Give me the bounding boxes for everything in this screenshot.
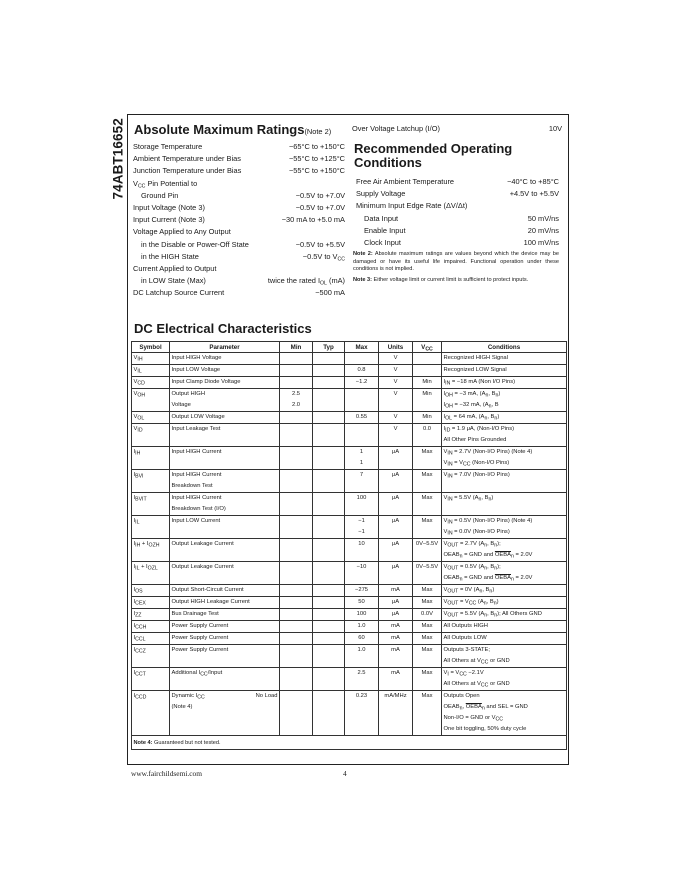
dc-row: $I_{CCL}$ Power Supply Current 60 mA Max All Outputs LOW <box>132 633 567 645</box>
abs-max-row: in LOW State (Max) twice the rated $I_{OL}$ (mA) <box>141 276 345 287</box>
rec-op-row: Enable Input 20 mV/ns <box>364 225 559 235</box>
dc-row: $I_{ZZ}$ Bus Drainage Test 100 μA 0.0V $V_{OUT} = 5.5V$ ($A_n$, $B_n$); All Others GND <box>132 609 567 621</box>
dc-row: $V_{IL}$ Input LOW Voltage 0.8 V Recognized LOW Signal <box>132 365 567 377</box>
rec-op-row: Data Input 50 mV/ns <box>364 213 559 223</box>
dc-row: $V_{OL}$ Output LOW Voltage 0.55 V Min $I_{OL} = 64$ mA, ($A_n$, $B_n$) <box>132 412 567 424</box>
dc-row: $I_{IL}$ Input LOW Current −1 −1 μA Max $V_{IN} = 0.5V$ (Non-I/O Pins) (Note 4) $V_{IN} = 0.0V$ (Non-I/O Pins) <box>132 516 567 539</box>
dc-row: $I_{OS}$ Output Short-Circuit Current −275 mA Max $V_{OUT} = 0V$ ($A_n$, $B_n$) <box>132 585 567 597</box>
dc-table <box>131 341 567 750</box>
abs-max-row: $V_{CC}$ Pin Potential to <box>133 178 198 190</box>
dc-row: $V_{CD}$ Input Clamp Diode Voltage −1.2 V Min $I_{IN} = -18$ mA (Non I/O Pins) <box>132 377 567 389</box>
dc-row: $I_{CCH}$ Power Supply Current 1.0 mA Max All Outputs HIGH <box>132 621 567 633</box>
rec-op-row: Clock Input 100 mV/ns <box>364 237 559 247</box>
rec-op-notes: Note 2: Absolute maximum ratings are values beyond which the device may be damaged or have its useful life impaired. Functional operation under these conditions is not implied. Note 3: Either voltage limit or current limit is sufficient to protect inputs. <box>353 251 559 283</box>
dc-row: $I_{BVIT}$ Input HIGH Current Breakdown Test (I/O) 100 μA Max $V_{IN} = 5.5V$ ($A_n$, $B_n$) <box>132 493 567 516</box>
dc-row: $I_{BVI}$ Input HIGH Current Breakdown Test 7 μA Max $V_{IN} = 7.0V$ (Non-I/O Pins) <box>132 470 567 493</box>
dc-row: $V_{OH}$ Output HIGH Voltage 2.5 2.0 V Min $I_{OH} = -3$ mA, ($A_n$, $B_n$) $I_{OH} = -32$ mA, ($A_n$, B <box>132 389 567 412</box>
latchup-row: Over Voltage Latchup (I/O) 10V <box>352 124 562 133</box>
footer-page-number: 4 <box>343 769 347 778</box>
abs-max-row: Storage Temperature −65°C to +150°C <box>133 142 345 151</box>
abs-max-row: Voltage Applied to Any Output <box>133 227 231 237</box>
rec-op-list <box>356 176 559 249</box>
rec-op-row: Free Air Ambient Temperature −40°C to +85°C <box>356 177 559 186</box>
dc-row: $I_{IH} + I_{OZH}$ Output Leakage Current 10 μA 0V–5.5V $V_{OUT} = 2.7V$ ($A_n$, $B_n$); $OEAB_n$ = GND and $OEBA_n = 2.0V$ <box>132 539 567 562</box>
abs-max-row: in the Disable or Power-Off State −0.5V to +5.5V <box>141 239 345 249</box>
dc-row: $I_{IH}$ Input HIGH Current 1 1 μA Max $V_{IN} = 2.7V$ (Non-I/O Pins) (Note 4) $V_{IN} = V_{CC}$ (Non-I/O Pins) <box>132 447 567 470</box>
dc-heading: DC Electrical Characteristics <box>134 321 312 336</box>
rec-op-row: Supply Voltage +4.5V to +5.5V <box>356 189 559 199</box>
abs-max-list <box>133 141 345 299</box>
dc-row: $V_{IH}$ Input HIGH Voltage V Recognized HIGH Signal <box>132 353 567 365</box>
dc-row: $I_{CCD}$ Dynamic $I_{CC}$ No Load (Note 4) 0.23 mA/MHz Max Outputs Open $OEAB_n$, $OEBA_n$ and SEL = GND Non-I/O = GND or $V_{CC}$ One bit toggling, 50% duty cycle <box>132 691 567 736</box>
note-4: Note 4: Guaranteed but not tested. <box>132 736 567 750</box>
abs-max-row: Ambient Temperature under Bias −55°C to +125°C <box>133 154 345 164</box>
abs-max-row: Current Applied to Output <box>133 263 217 273</box>
abs-max-row: in the HIGH State −0.5V to $V_{CC}$ <box>141 251 345 263</box>
abs-max-heading: Absolute Maximum Ratings(Note 2) <box>134 122 332 137</box>
abs-max-row: Input Current (Note 3) −30 mA to +5.0 mA <box>133 215 345 225</box>
rec-op-row: Minimum Input Edge Rate (ΔV/Δt) <box>356 201 468 211</box>
abs-max-row: Input Voltage (Note 3) −0.5V to +7.0V <box>133 202 345 212</box>
dc-row: $I_{CEX}$ Output HIGH Leakage Current 50 μA Max $V_{OUT} = V_{CC}$ ($A_n$, $B_n$) <box>132 597 567 609</box>
dc-header-row: Symbol Parameter Min Typ Max Units $V_{CC}$ Conditions <box>132 342 567 353</box>
side-part-number: 74ABT16652 <box>110 118 126 200</box>
dc-row: $I_{CCZ}$ Power Supply Current 1.0 mA Max Outputs 3-STATE; All Others at $V_{CC}$ or GND <box>132 645 567 668</box>
abs-max-row: Junction Temperature under Bias −55°C to +150°C <box>133 166 345 176</box>
abs-max-row: Ground Pin −0.5V to +7.0V <box>141 190 345 200</box>
abs-max-row: DC Latchup Source Current −500 mA <box>133 288 345 298</box>
dc-row: $I_{CCT}$ Additional $I_{CC}$/Input 2.5 mA Max $V_I = V_{CC} -2.1V$ All Others at $V_{CC}$ or GND <box>132 668 567 691</box>
footer-url[interactable]: www.fairchildsemi.com <box>131 769 202 778</box>
dc-row: $I_{IL} + I_{OZL}$ Output Leakage Current −10 μA 0V–5.5V $V_{OUT} = 0.5V$ ($A_n$, $B_n$); $OEAB_n$ = GND and $OEBA_n = 2.0V$ <box>132 562 567 585</box>
rec-op-heading: Recommended Operating Conditions <box>354 141 513 170</box>
dc-row: $V_{ID}$ Input Leakage Test V 0.0 $I_{ID} = 1.9$ μA, (Non-I/O Pins) All Other Pins Grounded <box>132 424 567 447</box>
